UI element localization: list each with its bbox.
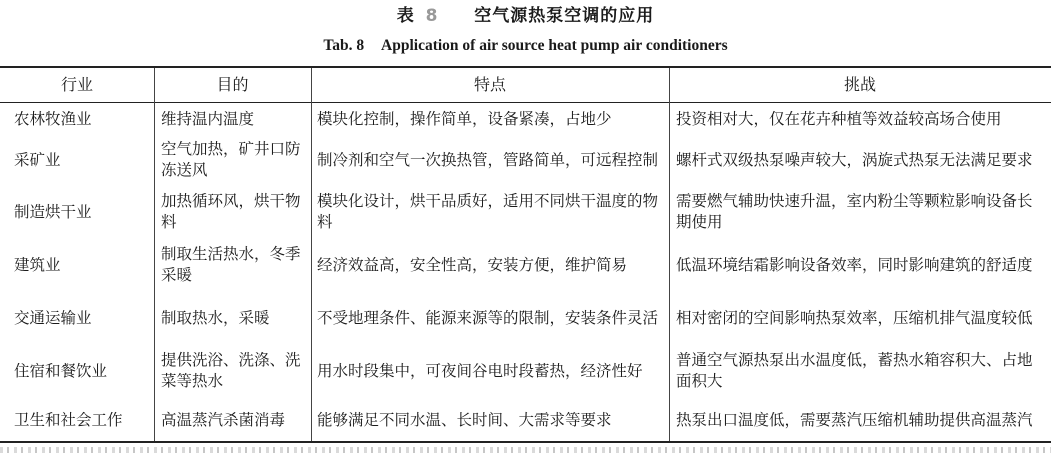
caption-number-cn: 8	[425, 6, 439, 26]
cell-features: 模块化控制，操作简单，设备紧凑，占地少	[317, 109, 612, 128]
table-row	[0, 399, 1051, 441]
table-caption-en	[0, 37, 1051, 55]
cell-features: 经济效益高，安全性高，安装方便，维护简易	[317, 255, 628, 274]
header-purpose: 目的	[216, 75, 249, 94]
table-top-rule	[0, 66, 1051, 68]
cell-challenges: 投资相对大，仅在花卉种植等效益较高场合使用	[676, 109, 1002, 128]
cell-challenges: 需要燃气辅助快速升温，室内粉尘等颗粒影响设备长期使用	[676, 192, 1033, 231]
table-row	[0, 240, 1051, 290]
cell-purpose: 空气加热，矿井口防冻送风	[161, 140, 301, 179]
cell-industry: 住宿和餐饮业	[14, 361, 108, 380]
caption-title-cn: 空气源热泵空调的应用	[474, 6, 655, 26]
cell-challenges: 相对密闭的空间影响热泵效率，压缩机排气温度较低	[676, 308, 1033, 327]
cell-industry: 交通运输业	[14, 308, 92, 327]
table-caption-cn	[0, 5, 1051, 27]
cell-purpose: 制取生活热水，冬季采暖	[161, 245, 301, 284]
cell-purpose: 维持温内温度	[161, 109, 255, 128]
cell-industry: 制造烘干业	[14, 202, 92, 221]
cell-industry: 采矿业	[14, 150, 61, 169]
cell-challenges: 热泵出口温度低，需要蒸汽压缩机辅助提供高温蒸汽	[676, 410, 1033, 429]
caption-label-cn: 表	[396, 6, 415, 26]
cell-industry: 卫生和社会工作	[14, 410, 123, 429]
caption-label-en: Tab. 8	[323, 37, 365, 54]
table-row	[0, 104, 1051, 134]
cell-features: 不受地理条件、能源来源等的限制，安装条件灵活	[317, 308, 659, 327]
cell-challenges: 螺杆式双级热泵噪声较大，涡旋式热泵无法满足要求	[676, 150, 1033, 169]
cell-challenges: 普通空气源热泵出水温度低，蓄热水箱容积大、占地面积大	[676, 351, 1033, 390]
caption-title-en: Application of air source heat pump air conditioners	[381, 37, 728, 54]
cell-features: 制冷剂和空气一次换热管，管路简单，可远程控制	[317, 150, 659, 169]
cell-features: 能够满足不同水温、长时间、大需求等要求	[317, 410, 612, 429]
header-features: 特点	[473, 75, 506, 94]
table-row	[0, 346, 1051, 396]
cell-features: 模块化设计，烘干品质好，适用不同烘干温度的物料	[317, 192, 659, 231]
cell-purpose: 制取热水，采暖	[161, 308, 270, 327]
table-row	[0, 187, 1051, 237]
cell-industry: 农林牧渔业	[14, 109, 92, 128]
cropped-text-fragment	[0, 447, 1051, 453]
cell-industry: 建筑业	[14, 255, 61, 274]
cell-purpose: 加热循环风，烘干物料	[161, 192, 301, 231]
cell-purpose: 提供洗浴、洗涤、洗菜等热水	[161, 351, 301, 390]
header-challenges: 挑战	[843, 75, 876, 94]
table-header-rule	[0, 102, 1051, 103]
cell-features: 用水时段集中，可夜间谷电时段蓄热，经济性好	[317, 361, 643, 380]
table-row	[0, 136, 1051, 184]
table-bottom-rule	[0, 441, 1051, 443]
cell-purpose: 高温蒸汽杀菌消毒	[161, 410, 286, 429]
cell-challenges: 低温环境结霜影响设备效率，同时影响建筑的舒适度	[676, 255, 1033, 274]
header-industry: 行业	[60, 75, 93, 94]
table-row	[0, 293, 1051, 343]
